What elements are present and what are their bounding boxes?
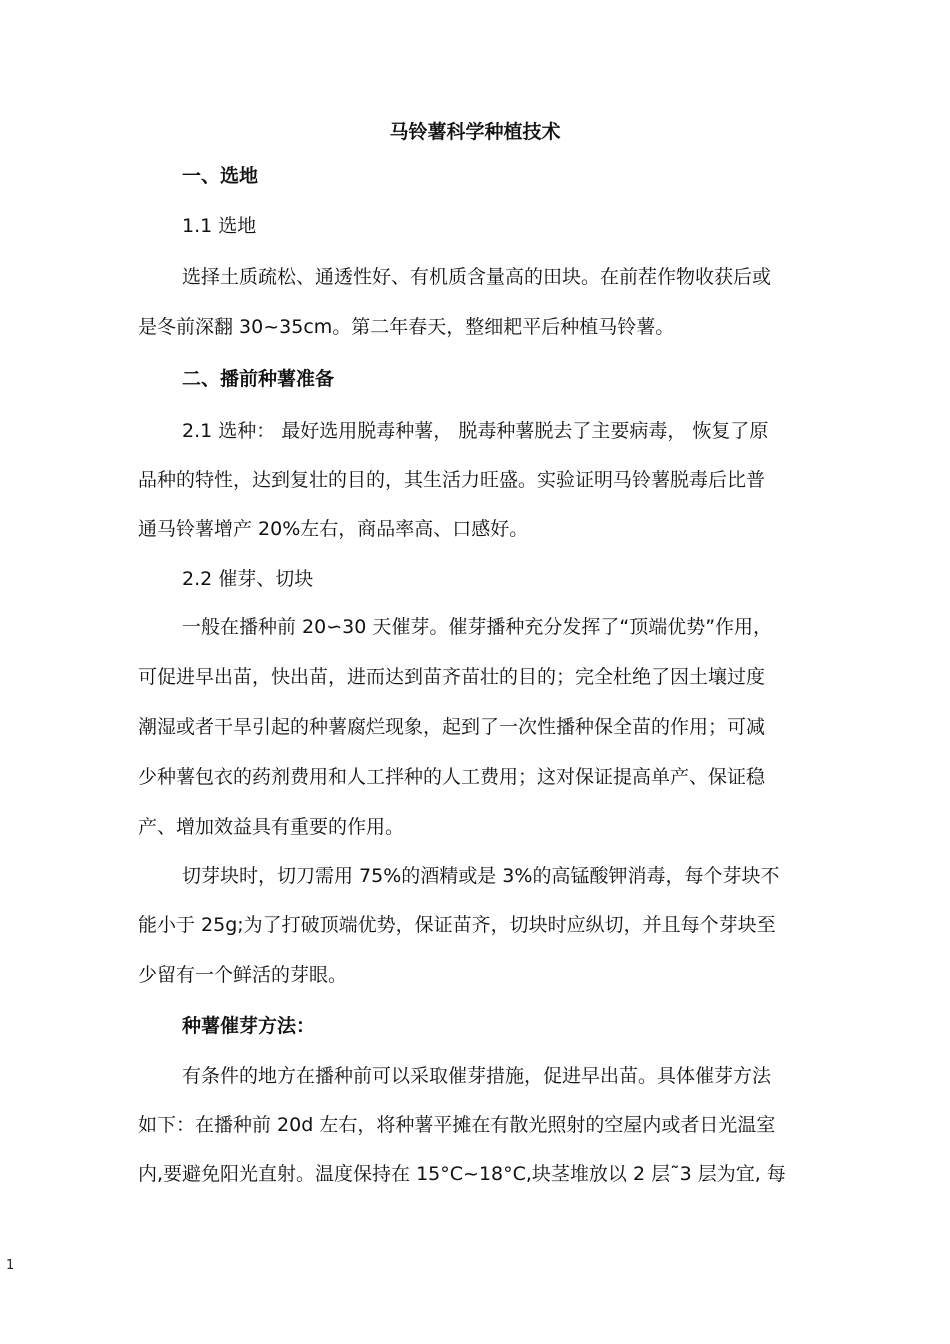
line-3: 选择土质疏松、通透性好、有机质含量高的田块。在前茬作物收获后或 xyxy=(182,266,772,288)
line-16: 能小于 25g;为了打破顶端优势，保证苗齐，切块时应纵切，并且每个芽块至 xyxy=(138,914,776,936)
line-1: 一、选地 xyxy=(182,165,259,187)
line-17: 少留有一个鲜活的芽眼。 xyxy=(138,964,348,986)
document-title: 马铃薯科学种植技术 xyxy=(389,121,561,143)
line-6: 2.1 选种： 最好选用脱毒种薯， 脱毒种薯脱去了主要病毒， 恢复了原 xyxy=(182,420,769,442)
line-10: 一般在播种前 20∽30 天催芽。催芽播种充分发挥了“顶端优势”作用， xyxy=(182,616,773,638)
line-2: 1.1 选地 xyxy=(182,215,257,237)
line-8: 通马铃薯增产 20%左右，商品率高、口感好。 xyxy=(138,518,529,540)
line-18: 种薯催芽方法： xyxy=(182,1015,316,1037)
line-4: 是冬前深翻 30~35cm。第二年春天，整细耙平后种植马铃薯。 xyxy=(138,316,675,338)
line-7: 品种的特性，达到复壮的目的，其生活力旺盛。实验证明马铃薯脱毒后比普 xyxy=(138,469,766,491)
line-12: 潮湿或者干旱引起的种薯腐烂现象，起到了一次性播种保全苗的作用；可减 xyxy=(138,716,766,738)
line-5: 二、播前种薯准备 xyxy=(182,368,335,390)
line-19: 有条件的地方在播种前可以采取催芽措施，促进早出苗。具体催芽方法 xyxy=(182,1065,772,1087)
line-14: 产、增加效益具有重要的作用。 xyxy=(138,816,405,838)
page-number: 1 xyxy=(6,1258,15,1273)
line-13: 少种薯包衣的药剂费用和人工拌种的人工费用；这对保证提高单产、保证稳 xyxy=(138,766,766,788)
line-9: 2.2 催芽、切块 xyxy=(182,568,314,590)
line-15: 切芽块时，切刀需用 75%的酒精或是 3%的高锰酸钾消毒，每个芽块不 xyxy=(182,865,780,887)
line-11: 可促进早出苗，快出苗，进而达到苗齐苗壮的目的；完全杜绝了因土壤过度 xyxy=(138,666,766,688)
line-21: 内,要避免阳光直射。温度保持在 15°C~18°C,块茎堆放以 2 层˜3 层为宜, 每 xyxy=(138,1163,786,1185)
line-20: 如下：在播种前 20d 左右，将种薯平摊在有散光照射的空屋内或者日光温室 xyxy=(138,1114,776,1136)
